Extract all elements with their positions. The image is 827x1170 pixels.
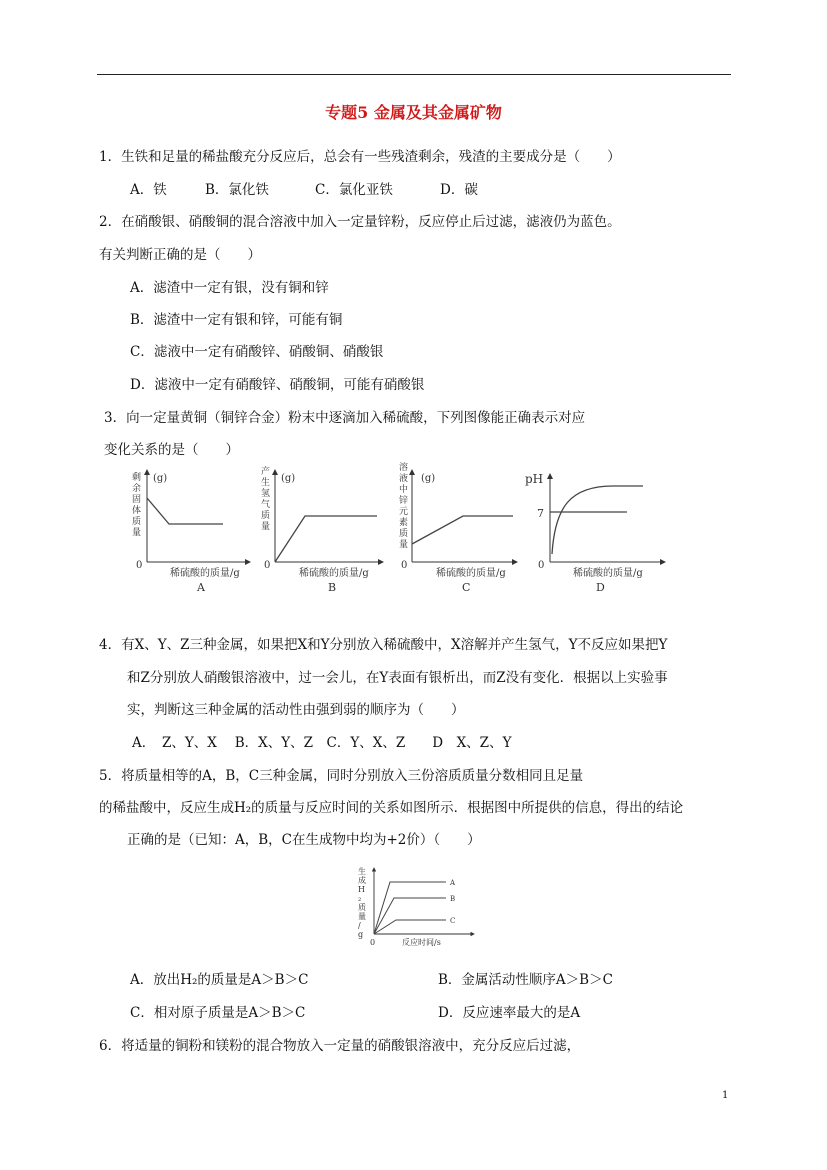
q4-line3: 实，判断这三种金属的活动性由强到弱的顺序为（ ） — [127, 702, 465, 718]
graph-b — [261, 465, 383, 594]
graph-b-letter: B — [328, 581, 337, 594]
q5-graph-origin: 0 — [370, 938, 376, 947]
graph-a-origin: 0 — [136, 560, 143, 571]
graph-b-ylabel: 产生氢气质量 — [261, 467, 271, 532]
graph-a-xlabel: 稀硫酸的质量/g — [170, 568, 240, 579]
graph-d-ylabel: pH — [525, 472, 544, 486]
q1-option-a: A．铁 — [130, 182, 167, 198]
q2-stem-line2: 有关判断正确的是（ ） — [99, 247, 261, 263]
q1-option-b: B．氯化铁 — [205, 182, 269, 198]
q5-graph — [350, 862, 480, 952]
q1-stem: 1．生铁和足量的稀盐酸充分反应后，总会有一些残渣剩余，残渣的主要成分是（ ） — [99, 149, 621, 165]
graph-b-origin: 0 — [264, 560, 271, 571]
q5-option-b: B．金属活动性顺序A＞B＞C — [438, 972, 613, 988]
q3-stem-line1: 3．向一定量黄铜（铜锌合金）粉末中逐滴加入稀硫酸，下列图像能正确表示对应 — [104, 410, 586, 426]
q2-stem-line1: 2．在硝酸银、硝酸铜的混合溶液中加入一定量锌粉，反应停止后过滤，滤液仍为蓝色。 — [99, 214, 621, 230]
graph-d-mark-7: 7 — [537, 507, 544, 520]
q5-option-d: D．反应速率最大的是A — [438, 1005, 581, 1021]
graph-c-unit: (g) — [421, 473, 436, 484]
series-a-label: A — [450, 879, 456, 887]
graph-c — [399, 462, 517, 594]
q4-options: A． Z、Y、X B．X、Y、Z C．Y、X、Z D X、Z、Y — [132, 735, 512, 751]
series-b-label: B — [450, 895, 456, 903]
q2-option-a: A．滤渣中一定有银，没有铜和锌 — [130, 280, 329, 296]
q1-option-d: D．碳 — [440, 182, 478, 198]
graph-c-letter: C — [462, 581, 471, 594]
q5-line1: 5．将质量相等的A，B，C三种金属，同时分别放入三份溶质质量分数相同且足量 — [99, 768, 584, 784]
q5-graph-xlabel: 反应时间/s — [402, 938, 441, 947]
graph-d-origin: 0 — [538, 560, 545, 571]
q2-option-b: B．滤渣中一定有银和锌，可能有铜 — [130, 312, 343, 328]
q5-graph-ylabel: 生成 H ₂ 质量/ g — [358, 867, 366, 939]
q3-stem-line2: 变化关系的是（ ） — [104, 442, 239, 458]
q5-option-c: C．相对原子质量是A＞B＞C — [130, 1005, 306, 1021]
q4-line2: 和Z分别放人硝酸银溶液中，过一会儿，在Y表面有银析出，而Z没有变化．根据以上实验事 — [127, 670, 668, 686]
graph-d — [525, 472, 665, 594]
graph-b-unit: (g) — [281, 473, 296, 484]
q5-line3: 正确的是（已知：A，B，C在生成物中均为+2价）（ ） — [127, 832, 481, 848]
q5-option-a: A．放出H₂的质量是A＞B＞C — [130, 972, 309, 988]
graph-c-origin: 0 — [401, 560, 408, 571]
q6-line1: 6．将适量的铜粉和镁粉的混合物放入一定量的硝酸银溶液中，充分反应后过滤， — [99, 1038, 581, 1054]
header-rule — [97, 74, 731, 75]
graph-a — [132, 470, 250, 594]
q2-option-d: D．滤液中一定有硝酸锌、硝酸铜，可能有硝酸银 — [130, 377, 425, 393]
page-title: 专题5 金属及其金属矿物 — [325, 103, 502, 122]
page-number: 1 — [722, 1090, 729, 1101]
q3-graphs-figure — [125, 462, 675, 597]
graph-c-ylabel: 溶液中锌元素质量 — [399, 463, 409, 550]
series-c-label: C — [450, 917, 456, 925]
graph-a-ylabel: 剩余固体质量 — [132, 473, 142, 538]
graph-c-xlabel: 稀硫酸的质量/g — [436, 568, 506, 579]
q5-line2: 的稀盐酸中，反应生成H₂的质量与反应时间的关系如图所示．根据图中所提供的信息，得出的结论 — [99, 800, 684, 816]
graph-d-letter: D — [596, 581, 605, 594]
graph-a-letter: A — [197, 581, 205, 594]
q4-line1: 4．有X、Y、Z三种金属，如果把X和Y分别放入稀硫酸中，X溶解并产生氢气，Y不反应如果把Y — [99, 637, 668, 653]
graph-a-unit: (g) — [153, 473, 168, 484]
graph-b-xlabel: 稀硫酸的质量/g — [299, 568, 369, 579]
q2-option-c: C．滤液中一定有硝酸锌、硝酸铜、硝酸银 — [130, 344, 384, 360]
graph-d-xlabel: 稀硫酸的质量/g — [573, 568, 643, 579]
q1-option-c: C．氯化亚铁 — [315, 182, 393, 198]
